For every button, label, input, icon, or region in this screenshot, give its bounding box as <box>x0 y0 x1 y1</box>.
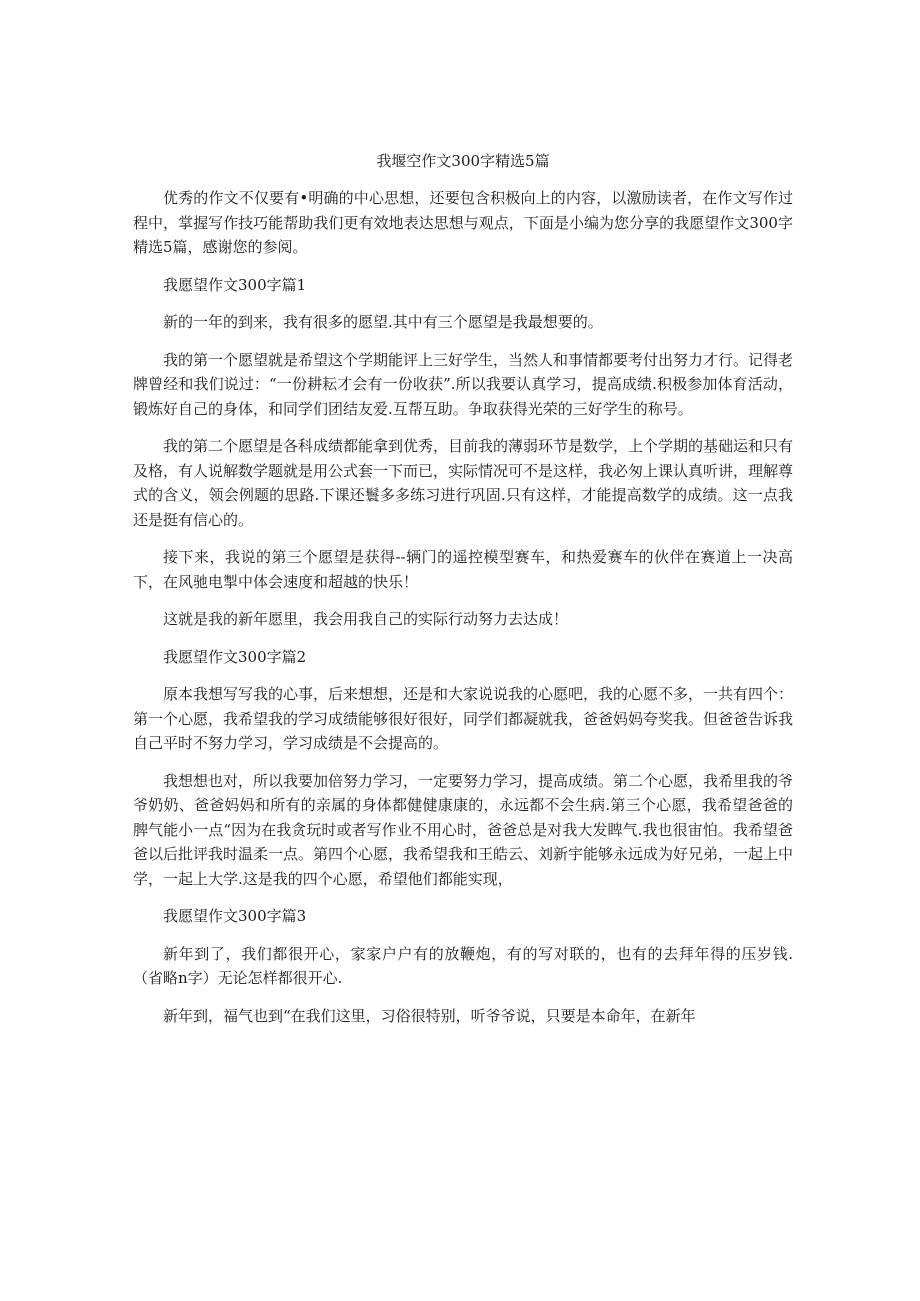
section-heading: 我愿望作文300字篇1 <box>163 275 307 294</box>
document-title: 我堰空作文300字精选5篇 <box>376 152 550 170</box>
section-paragraph: 原本我想写写我的心事，后来想想，还是和大家说说我的心愿吧，我的心愿不多，一共有四个：第一个心愿，我希望我的学习成绩能够很好很好，同学们都凝就我，爸爸妈妈夸奖我。但爸爸告诉我自己平时不努力学习，学习成绩是不会提高的。 <box>133 685 794 752</box>
section-paragraph: 新的一年的到来，我有很多的愿望.其中有三个愿望是我最想要的。 <box>163 313 603 331</box>
document-page <box>133 150 793 1041</box>
intro-paragraph: 优秀的作文不仅要有•明确的中心思想，还要包含积极向上的内容，以激励读者，在作文写作过程中，掌握写作技巧能帮助我们更有效地表达思想与观点，下面是小编为您分享的我愿望作文300字精选5篇，感谢您的参阅。 <box>133 189 793 256</box>
section-paragraph: 我的第一个愿望就是希望这个学期能评上三好学生，当然人和事情都要考付出努力才行。记得老牌曾经和我们说过：“一份耕耘才会有一份收获”.所以我要认真学习，提高成绩.积极参加体育活动，锻炼好自己的身体，和同学们团结友爱.互帮互助。争取获得光荣的三好学生的称号。 <box>133 350 794 418</box>
section-paragraph: 这就是我的新年愿里，我会用我自己的实际行动努力去达成！ <box>163 610 569 628</box>
section-paragraph: 我想想也对，所以我要加倍努力学习，一定要努力学习，提高成绩。第二个心愿，我希里我的爷爷奶奶、爸爸妈妈和所有的亲属的身体都健健康康的，永远都不会生病.第三个心愿，我希望爸爸的脾气能小一点“因为在我贪玩时或者写作业不用心时，爸爸总是对我大发睥气.我也很宙怕。我希望爸爸以后批评我时温柔一点。第四个心愿，我希望我和王皓云、刘新宇能够永远成为好兄弟，一起上中学，一起上大学.这是我的四个心愿，希望他们都能实现， <box>133 771 794 888</box>
section-2 <box>133 645 793 892</box>
section-paragraph: 我的第二个愿望是各科成绩都能拿到优秀，目前我的薄弱环节是数学，上个学期的基础运和只有及格，有人说解数学题就是用公式套一下而已，实际情况可不是这样，我必匆上课认真听讲，理解尊式的含义，领会例题的思路.下课还鬟多多练习进行巩固.只有这样，才能提高数学的成绩。这一点我还是挺有信心的。 <box>133 437 794 529</box>
section-heading: 我愿望作文300字篇3 <box>163 907 307 925</box>
section-1 <box>133 273 793 632</box>
section-paragraph: 新年到，福气也到“在我们这里，习俗很特别，听爷爷说，只要是本命年，在新年 <box>163 1006 696 1025</box>
section-paragraph: 新年到了，我们都很开心，家家户户有的放鞭炮，有的写对联的，也有的去拜年得的压岁钱.（省略n字）无论怎样都很开心. <box>133 944 793 987</box>
section-heading: 我愿望作文300字篇2 <box>163 647 307 666</box>
section-3 <box>133 904 793 1028</box>
section-paragraph: 接下来，我说的第三个愿望是获得--辆门的遥控模型赛车，和热爱赛车的伙伴在赛道上一决高下，在风驰电掣中体会速度和超越的快乐！ <box>133 548 793 591</box>
